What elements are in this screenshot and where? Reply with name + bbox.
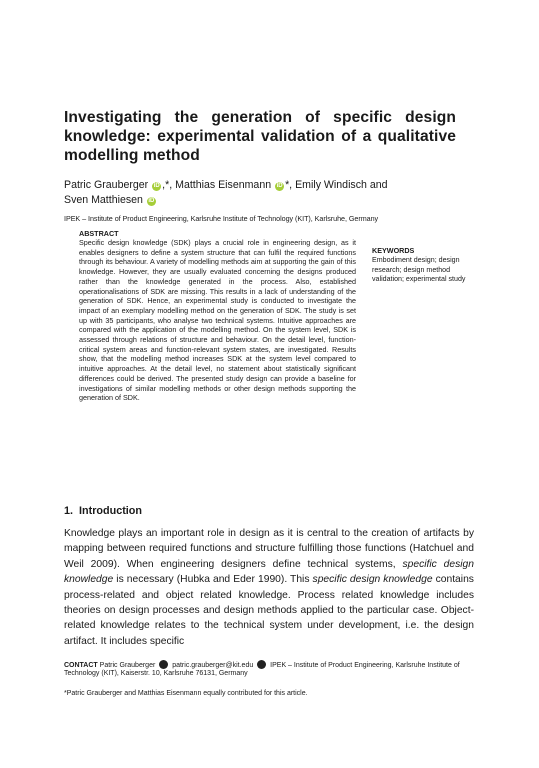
keywords-text: Embodiment design; design research; design method validation; experimental study (372, 256, 466, 284)
orcid-icon[interactable]: iD (276, 183, 283, 189)
intro-text: is necessary (Hubka and Eder 1990). This (116, 574, 310, 586)
contact-label: CONTACT (64, 662, 98, 669)
author-marker: *, (285, 179, 293, 191)
orcid-icon[interactable]: iD (148, 198, 155, 204)
article-title: Investigating the generation of specific design knowledge: experimental validation of a qualitative modelling method (64, 109, 456, 164)
intro-text: contains process-related and object related knowledge. Process related knowledge includes theories on design processes and design methods applied to the particular case. Object-related knowledge relates to the technical system under development, i.e. the design artifact. It includes specific (64, 574, 474, 647)
intro-text: Knowledge plays an important role in design as it is central to the creation of artifacts by mapping between required functions and structure fulfilling those functions (Hatchuel and Weil 2009). When engineering designers define technical systems, (64, 528, 474, 570)
author-name[interactable]: Patric Grauberger (64, 179, 149, 191)
contact-address: IPEK – Institute of Product Engineering, Karlsruhe Institute of Technology (KIT), Kaiserstr. 10, Karlsruhe 76131, Germany (64, 662, 460, 677)
author-name[interactable]: Emily Windisch and (295, 179, 388, 191)
introduction-paragraph (64, 526, 474, 649)
abstract-text: Specific design knowledge (SDK) plays a crucial role in engineering design, as it enables designers to define a system structure that can fulfil the required functions through its behaviour. A variety of modelling methods aim at supporting the gain of this knowledge. However, they are usually evaluated concerning the designs produced rather than the knowledge generated in the process. Also, established operationalisations of SDK are missing. This results in a lack of understanding of the generation of SDK. Hence, an experimental study is conducted to investigate the impact of an exemplary modelling method on the generation of SDK. The study is set up with 35 participants, who analyse two technical systems. Intuitive approaches are compared with the application of the modelling method. On the system level, SDK is assessed through relations of structure and behaviour. On the detail level, function-critical system areas and function-relevant system states, are investigated. Results show, that the modelling method increases SDK at the system level compared to intuitive approaches. At the detail level, no statement about statistically significant differences could be derived. The presented study design can provide a baseline for investigations of similar modelling methods or other design methods supporting the generation of SDK. (79, 238, 356, 403)
orcid-icon[interactable]: iD (153, 183, 160, 189)
section-number: 1. (64, 505, 74, 517)
section-title: Introduction (79, 505, 142, 517)
author-name[interactable]: Matthias Eisenmann (175, 179, 272, 191)
email-icon (159, 660, 168, 669)
contact-name: Patric Grauberger (99, 662, 156, 669)
abstract-heading: ABSTRACT (79, 229, 119, 238)
footnote: *Patric Grauberger and Matthias Eisenmann equally contributed for this article. (64, 690, 308, 697)
address-icon (257, 660, 266, 669)
intro-emphasis: specific design knowledge (64, 558, 474, 586)
author-marker: ,*, (162, 179, 173, 191)
contact-email[interactable]: patric.grauberger@kit.edu (172, 662, 254, 669)
author-name[interactable]: Sven Matthiesen (64, 194, 143, 206)
contact-info (64, 660, 484, 678)
author-list (64, 178, 424, 208)
intro-emphasis: specific design knowledge (312, 574, 433, 586)
section-heading (64, 505, 142, 517)
affiliation: IPEK – Institute of Product Engineering, Karlsruhe Institute of Technology (KIT), Karlsruhe, Germany (64, 214, 379, 223)
keywords-heading: KEYWORDS (372, 246, 415, 255)
